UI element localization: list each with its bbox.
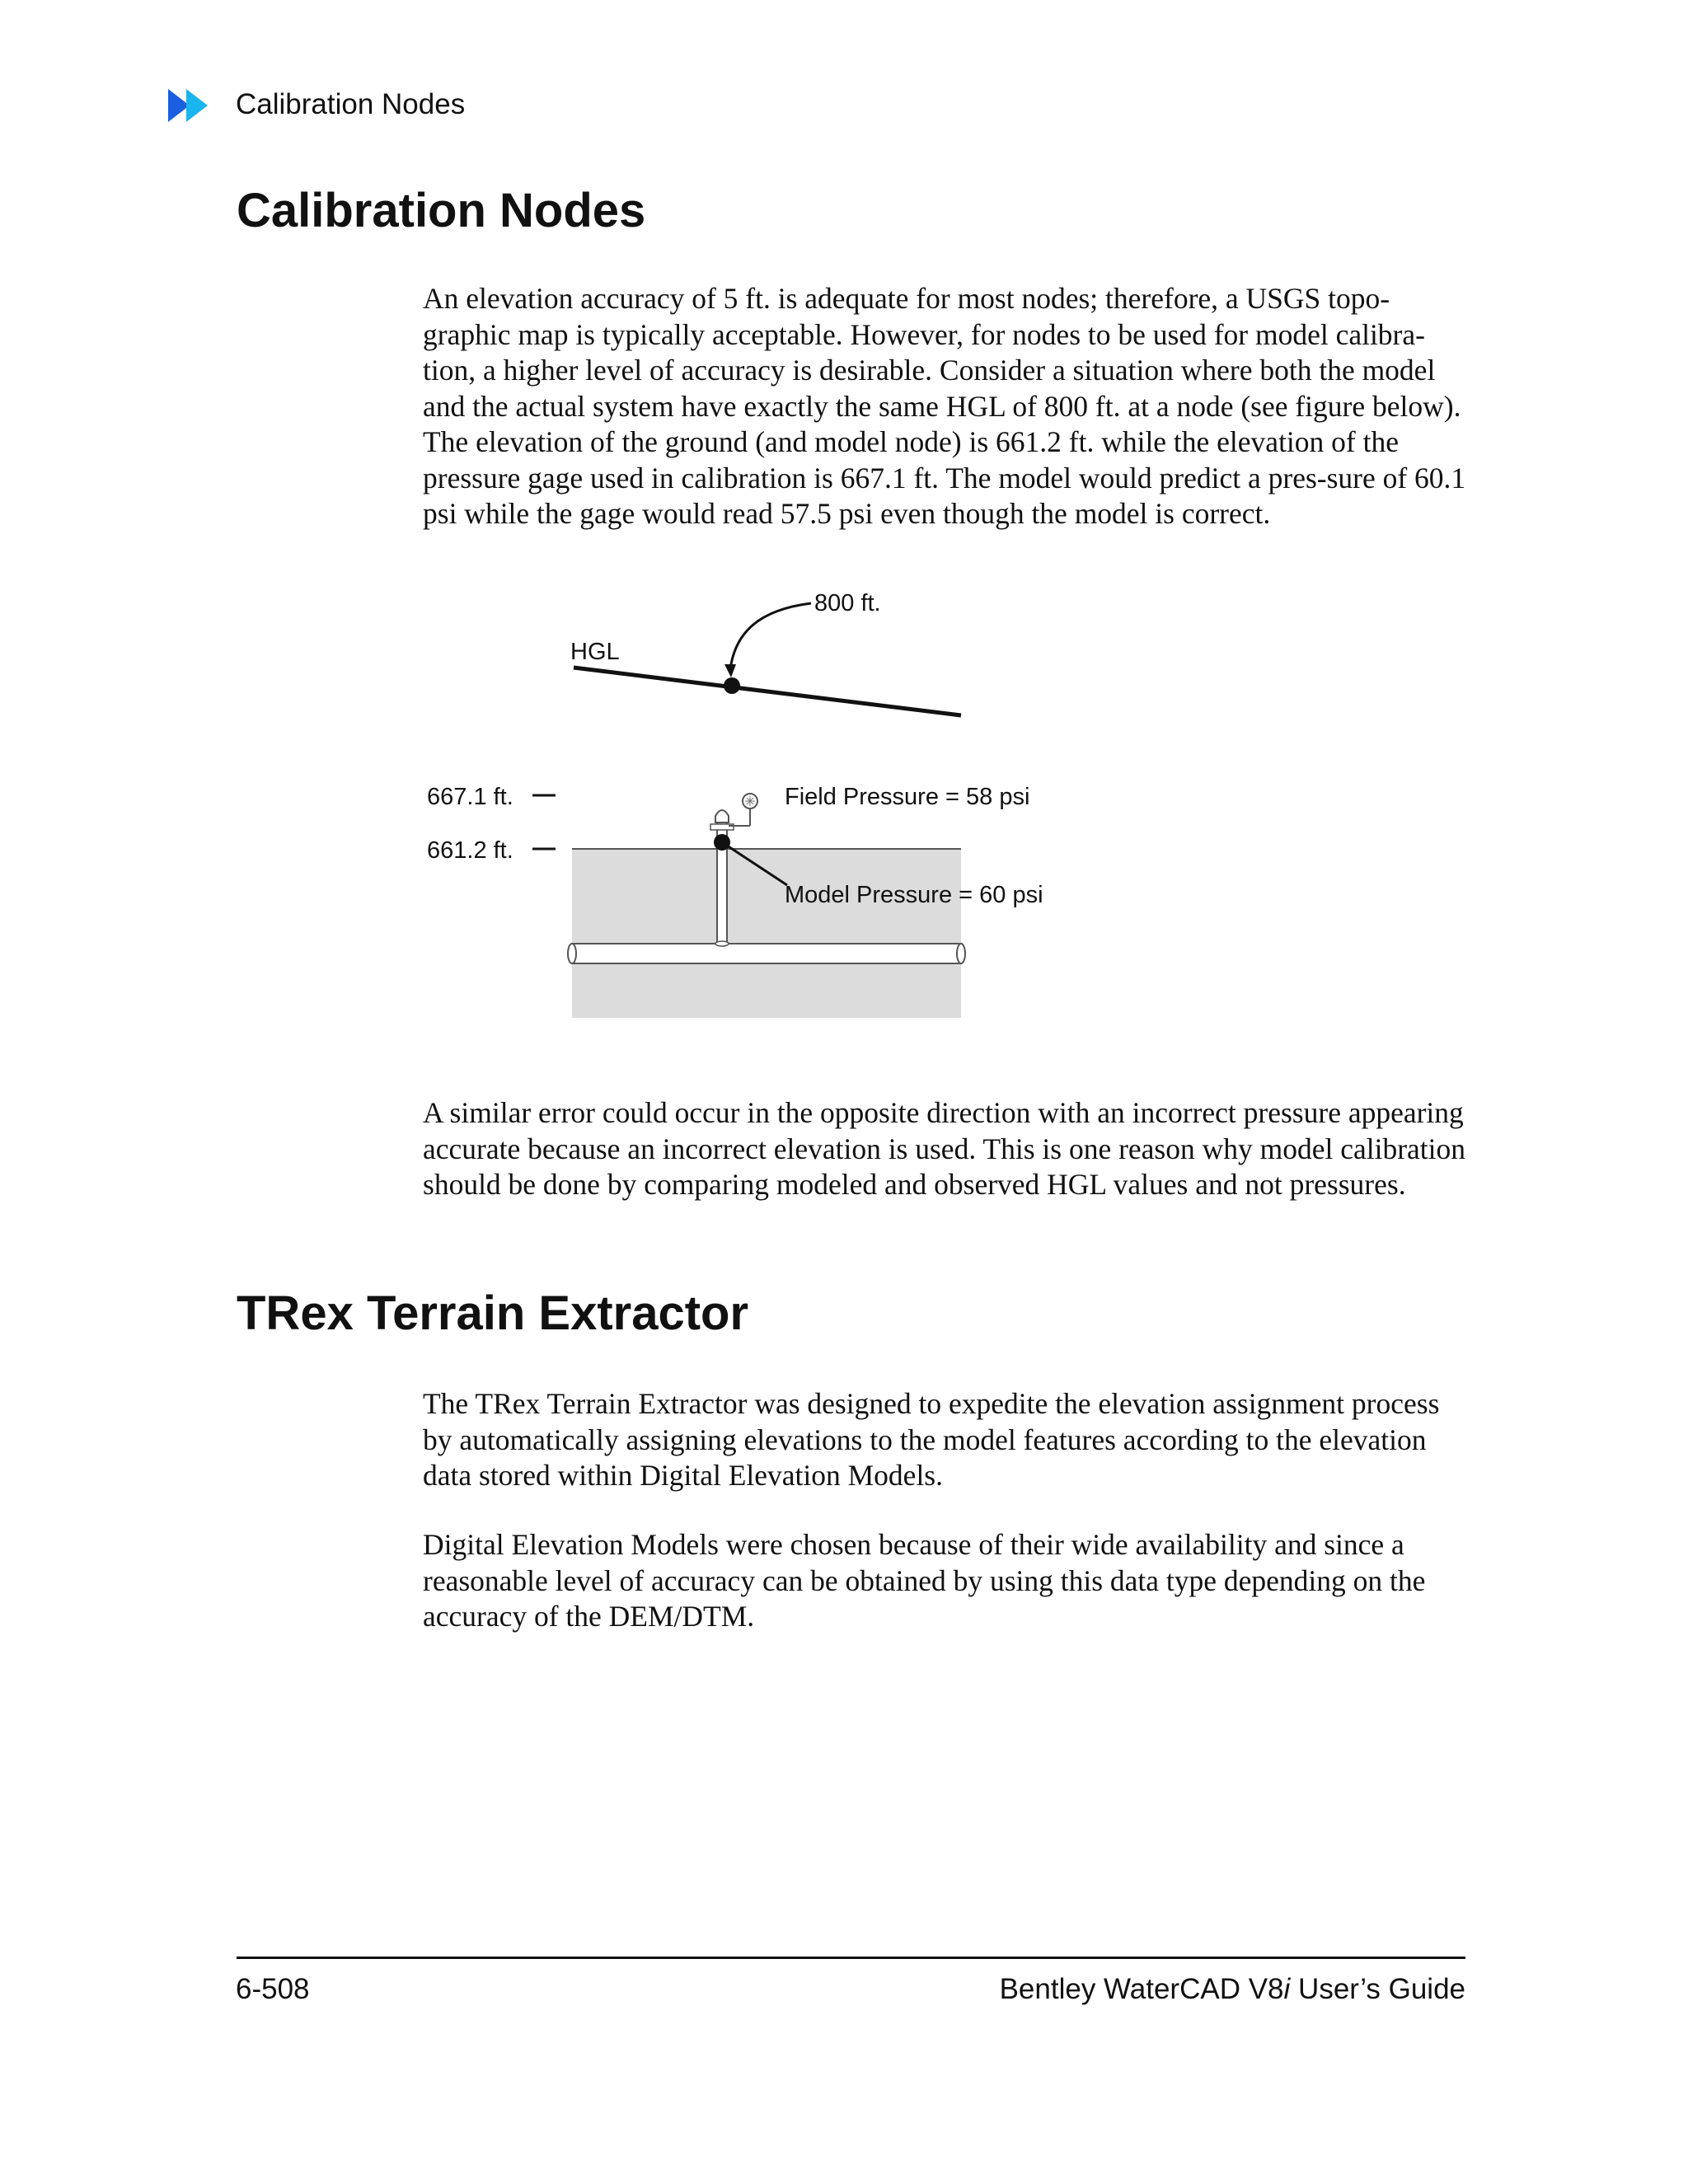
field-pressure-label: Field Pressure = 58 psi xyxy=(785,784,1030,810)
hgl-pointer-arrow xyxy=(730,603,811,669)
hgl-point xyxy=(724,677,740,694)
guide-title xyxy=(1000,1973,1465,2006)
guide-title-italic: i xyxy=(1283,1973,1291,2005)
running-header: Calibration Nodes xyxy=(236,88,466,120)
model-pressure-label: Model Pressure = 60 psi xyxy=(785,882,1043,908)
guide-title-main: Bentley WaterCAD V8 xyxy=(999,1973,1284,2005)
page-number: 6-508 xyxy=(236,1973,310,2005)
calibration-node-diagram xyxy=(412,577,1121,1038)
hgl-label: HGL xyxy=(570,639,620,665)
main-pipe xyxy=(572,944,961,963)
footer-rule xyxy=(237,1957,1465,1959)
ground-section xyxy=(572,849,961,1018)
guide-title-suffix: User’s Guide xyxy=(1290,1973,1465,2005)
hgl-value-label: 800 ft. xyxy=(814,590,881,616)
paragraph-dem-choice: Digital Elevation Models were chosen because of their wide availability and since a reasonable level of accuracy can be obtained by using this data type depending on the accuracy of the DEM/DTM. xyxy=(423,1528,1426,1633)
pressure-gage-icon xyxy=(743,794,757,808)
double-chevron-icon xyxy=(168,87,221,124)
hydrant-fitting xyxy=(715,810,729,823)
paragraph-similar-error: A similar error could occur in the opposite direction with an incorrect pressure appearing accurate because an incorrect elevation is used. This is one reason why model calibration should be done by comparing modeled and observed HGL values and not pressures. xyxy=(423,1096,1466,1201)
paragraph-elevation-accuracy: An elevation accuracy of 5 ft. is adequate for most nodes; therefore, a USGS topo-graphic map is typically acceptable. However, for nodes to be used for model calibra-tion, a higher level of accuracy is desirable. Consider a situation where both the model and the actual system have exactly the same HGL of 800 ft. at a node (see figure below). The elevation of the ground (and model node) is 661.2 ft. while the elevation of the pressure gage used in calibration is 667.1 ft. The model would predict a pres-sure of 60.1 psi while the gage would read 57.5 psi even though the model is correct. xyxy=(423,282,1466,530)
section-heading-calibration-nodes: Calibration Nodes xyxy=(237,184,646,237)
section-heading-trex: TRex Terrain Extractor xyxy=(237,1286,749,1340)
hgl-line xyxy=(574,668,961,715)
ground-elevation-label: 661.2 ft. xyxy=(427,837,513,864)
gage-elevation-label: 667.1 ft. xyxy=(427,784,513,810)
paragraph-trex-purpose: The TRex Terrain Extractor was designed to expedite the elevation assignment process by automatically assigning elevations to the model features according to the elevation data stored within Digital Elevation Models. xyxy=(423,1387,1440,1492)
